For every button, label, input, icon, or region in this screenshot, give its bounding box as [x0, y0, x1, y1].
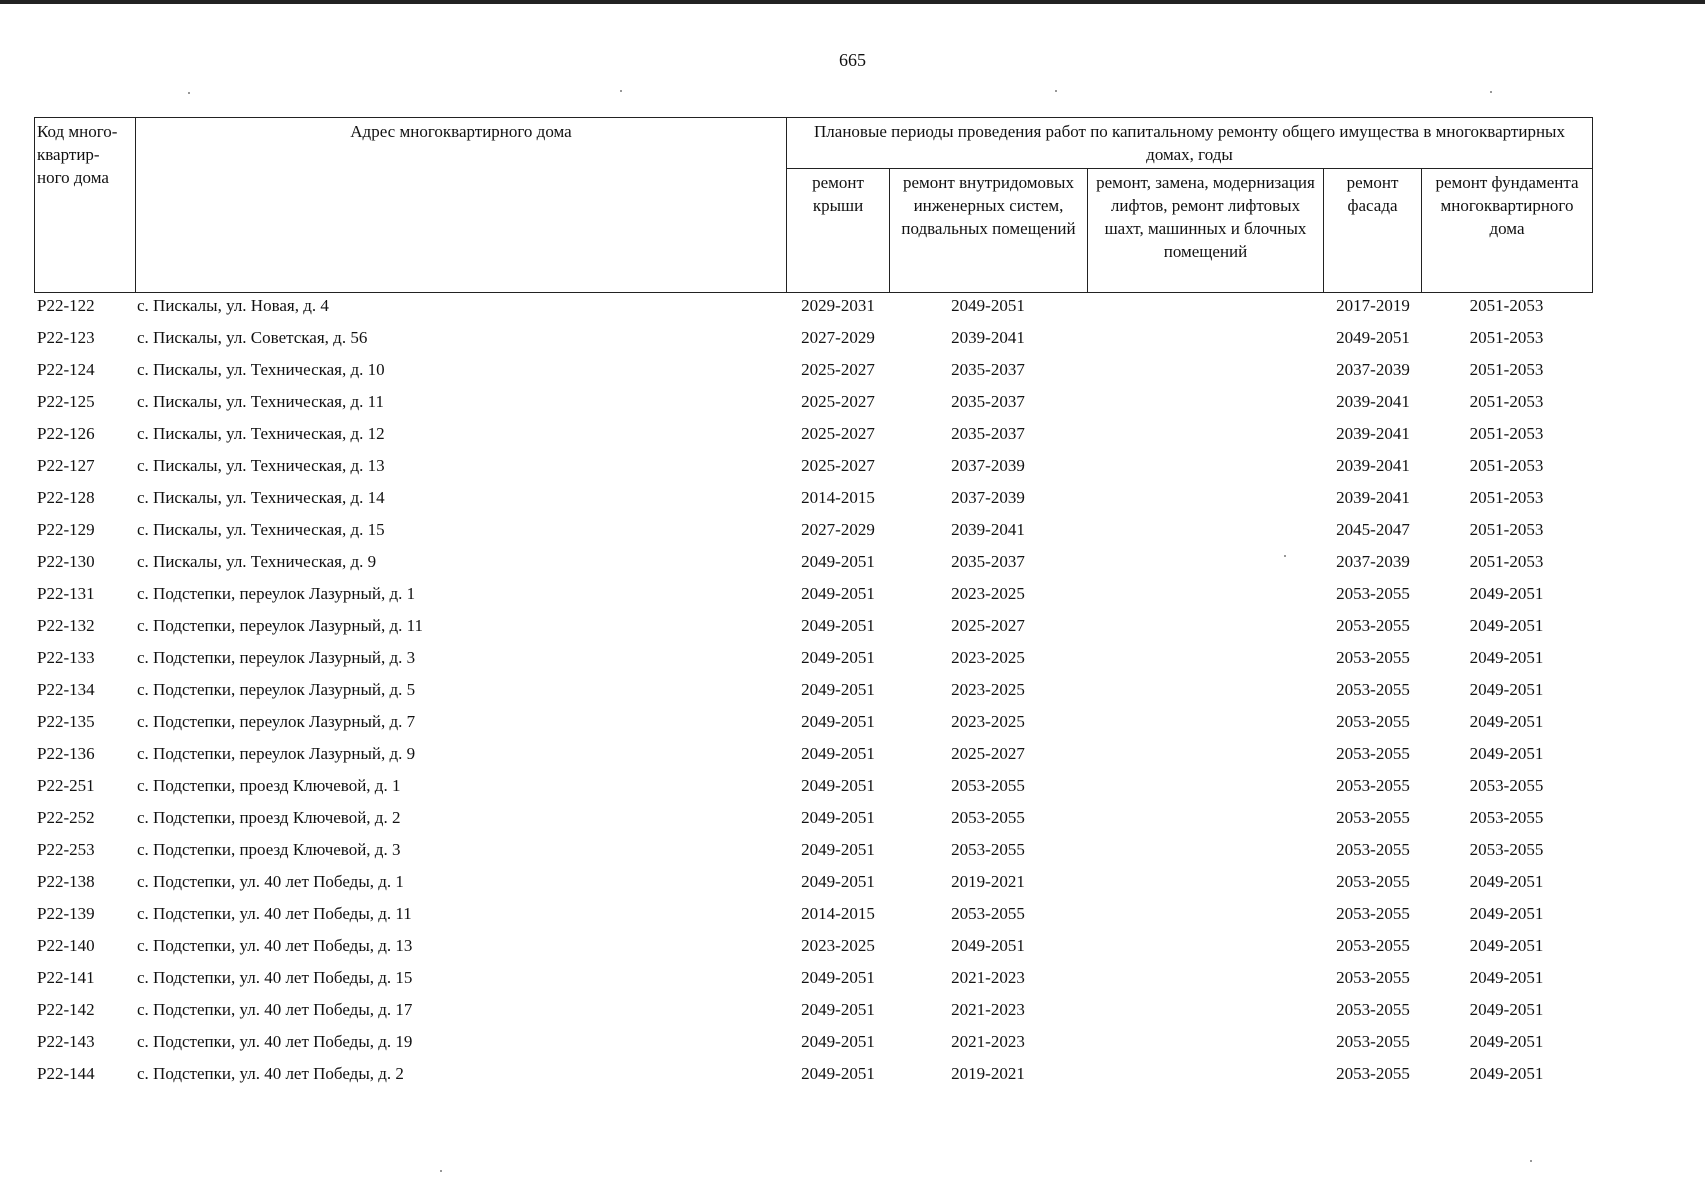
table-row	[34, 834, 1597, 866]
scan-speck	[1055, 90, 1057, 92]
header-engineering: ремонт внутридомовых инженерных систем, подвальных помещений	[890, 169, 1088, 293]
table-row	[34, 802, 1597, 834]
header-code: Код много-квартир-ного дома	[35, 118, 136, 293]
table-row	[34, 354, 1597, 386]
cell-foundation: 2051-2053	[1469, 360, 1544, 379]
table-header	[34, 117, 1593, 293]
header-foundation: ремонт фундамента многоквартирного дома	[1422, 169, 1593, 293]
header-facade: ремонт фасада	[1324, 169, 1422, 293]
cell-facade: 2039-2041	[1336, 392, 1410, 411]
cell-code: P22-131	[37, 584, 95, 603]
table-row	[34, 386, 1597, 418]
cell-engineering: 2023-2025	[951, 648, 1025, 667]
cell-facade: 2053-2055	[1336, 776, 1410, 795]
cell-engineering: 2037-2039	[951, 456, 1025, 475]
cell-facade: 2053-2055	[1336, 840, 1410, 859]
cell-engineering: 2049-2051	[951, 936, 1025, 955]
cell-code: P22-129	[37, 520, 95, 539]
cell-roof: 2049-2051	[801, 648, 875, 667]
cell-code: P22-253	[37, 840, 95, 859]
cell-engineering: 2019-2021	[951, 1064, 1025, 1083]
cell-address: с. Пискалы, ул. Техническая, д. 9	[137, 552, 377, 571]
cell-facade: 2053-2055	[1336, 712, 1410, 731]
cell-engineering: 2053-2055	[951, 776, 1025, 795]
cell-engineering: 2023-2025	[951, 680, 1025, 699]
cell-address: с. Подстепки, ул. 40 лет Победы, д. 19	[137, 1032, 413, 1051]
cell-code: P22-252	[37, 808, 95, 827]
table-row	[34, 482, 1597, 514]
cell-facade: 2053-2055	[1336, 872, 1410, 891]
cell-address: с. Подстепки, ул. 40 лет Победы, д. 15	[137, 968, 413, 987]
table-row	[34, 418, 1597, 450]
page-number: 665	[839, 50, 866, 70]
cell-engineering: 2025-2027	[951, 616, 1025, 635]
page-top-border	[0, 0, 1705, 4]
cell-code: P22-136	[37, 744, 95, 763]
header-roof: ремонт крыши	[787, 169, 890, 293]
cell-facade: 2053-2055	[1336, 648, 1410, 667]
cell-code: P22-138	[37, 872, 95, 891]
cell-address: с. Пискалы, ул. Техническая, д. 15	[137, 520, 385, 539]
cell-code: P22-144	[37, 1064, 95, 1083]
header-address: Адрес многоквартирного дома	[136, 118, 787, 293]
cell-roof: 2049-2051	[801, 872, 875, 891]
cell-address: с. Подстепки, проезд Ключевой, д. 1	[137, 776, 401, 795]
cell-roof: 2049-2051	[801, 1032, 875, 1051]
cell-roof: 2049-2051	[801, 808, 875, 827]
cell-address: с. Пискалы, ул. Техническая, д. 13	[137, 456, 385, 475]
table-row	[34, 322, 1597, 354]
cell-facade: 2053-2055	[1336, 616, 1410, 635]
cell-foundation: 2049-2051	[1469, 1064, 1544, 1083]
cell-roof: 2049-2051	[801, 552, 875, 571]
cell-roof: 2049-2051	[801, 1064, 875, 1083]
cell-code: P22-130	[37, 552, 95, 571]
cell-foundation: 2051-2053	[1469, 552, 1544, 571]
scan-speck	[440, 1170, 442, 1172]
cell-engineering: 2019-2021	[951, 872, 1025, 891]
scan-speck	[1284, 555, 1286, 557]
cell-code: P22-140	[37, 936, 95, 955]
cell-engineering: 2035-2037	[951, 360, 1025, 379]
cell-code: P22-122	[37, 296, 95, 315]
table-row	[34, 578, 1597, 610]
cell-roof: 2025-2027	[801, 392, 875, 411]
cell-address: с. Подстепки, ул. 40 лет Победы, д. 17	[137, 1000, 413, 1019]
cell-roof: 2023-2025	[801, 936, 875, 955]
cell-foundation: 2049-2051	[1469, 616, 1544, 635]
cell-code: P22-142	[37, 1000, 95, 1019]
cell-engineering: 2035-2037	[951, 424, 1025, 443]
cell-foundation: 2051-2053	[1469, 296, 1544, 315]
cell-facade: 2049-2051	[1336, 328, 1410, 347]
cell-foundation: 2049-2051	[1469, 680, 1544, 699]
cell-code: P22-135	[37, 712, 95, 731]
cell-foundation: 2053-2055	[1469, 776, 1544, 795]
header-periods: Плановые периоды проведения работ по капитальному ремонту общего имущества в многоквартирных домах, годы	[787, 118, 1593, 169]
cell-address: с. Пискалы, ул. Новая, д. 4	[137, 296, 329, 315]
cell-code: P22-139	[37, 904, 95, 923]
table-row	[34, 738, 1597, 770]
scan-speck	[1490, 91, 1492, 93]
cell-foundation: 2051-2053	[1469, 424, 1544, 443]
cell-engineering: 2039-2041	[951, 328, 1025, 347]
scan-speck	[188, 92, 190, 94]
table-row	[34, 930, 1597, 962]
cell-engineering: 2021-2023	[951, 1032, 1025, 1051]
table-row	[34, 994, 1597, 1026]
cell-facade: 2053-2055	[1336, 1032, 1410, 1051]
cell-code: P22-127	[37, 456, 95, 475]
cell-engineering: 2023-2025	[951, 584, 1025, 603]
cell-facade: 2053-2055	[1336, 936, 1410, 955]
table-row	[34, 770, 1597, 802]
table-row	[34, 866, 1597, 898]
cell-engineering: 2053-2055	[951, 904, 1025, 923]
cell-address: с. Подстепки, переулок Лазурный, д. 11	[137, 616, 424, 635]
cell-engineering: 2035-2037	[951, 552, 1025, 571]
table-row	[34, 642, 1597, 674]
cell-roof: 2025-2027	[801, 424, 875, 443]
table-row	[34, 450, 1597, 482]
header-lifts: ремонт, замена, модернизация лифтов, ремонт лифтовых шахт, машинных и блочных помещений	[1088, 169, 1324, 293]
cell-address: с. Подстепки, проезд Ключевой, д. 2	[137, 808, 401, 827]
cell-facade: 2045-2047	[1336, 520, 1410, 539]
cell-roof: 2049-2051	[801, 584, 875, 603]
cell-foundation: 2051-2053	[1469, 520, 1544, 539]
cell-address: с. Подстепки, переулок Лазурный, д. 7	[137, 712, 416, 731]
cell-address: с. Подстепки, переулок Лазурный, д. 1	[137, 584, 416, 603]
cell-roof: 2025-2027	[801, 456, 875, 475]
cell-roof: 2014-2015	[801, 488, 875, 507]
cell-foundation: 2049-2051	[1469, 648, 1544, 667]
cell-address: с. Пискалы, ул. Техническая, д. 12	[137, 424, 385, 443]
cell-roof: 2029-2031	[801, 296, 875, 315]
cell-roof: 2049-2051	[801, 968, 875, 987]
table-row	[34, 546, 1597, 578]
cell-facade: 2039-2041	[1336, 456, 1410, 475]
cell-facade: 2053-2055	[1336, 968, 1410, 987]
cell-facade: 2053-2055	[1336, 744, 1410, 763]
cell-code: P22-128	[37, 488, 95, 507]
cell-code: P22-126	[37, 424, 95, 443]
cell-code: P22-141	[37, 968, 95, 987]
table-row	[34, 610, 1597, 642]
table-body	[34, 290, 1597, 1090]
cell-code: P22-132	[37, 616, 95, 635]
cell-address: с. Пискалы, ул. Техническая, д. 11	[137, 392, 385, 411]
cell-foundation: 2049-2051	[1469, 936, 1544, 955]
cell-facade: 2053-2055	[1336, 808, 1410, 827]
cell-address: с. Подстепки, проезд Ключевой, д. 3	[137, 840, 401, 859]
cell-roof: 2049-2051	[801, 680, 875, 699]
cell-code: P22-133	[37, 648, 95, 667]
cell-foundation: 2049-2051	[1469, 968, 1544, 987]
cell-code: P22-124	[37, 360, 95, 379]
table-row	[34, 898, 1597, 930]
cell-code: P22-251	[37, 776, 95, 795]
cell-roof: 2049-2051	[801, 776, 875, 795]
cell-roof: 2014-2015	[801, 904, 875, 923]
cell-address: с. Подстепки, переулок Лазурный, д. 3	[137, 648, 416, 667]
cell-facade: 2053-2055	[1336, 584, 1410, 603]
cell-foundation: 2051-2053	[1469, 488, 1544, 507]
cell-code: P22-143	[37, 1032, 95, 1051]
cell-engineering: 2053-2055	[951, 840, 1025, 859]
cell-foundation: 2053-2055	[1469, 840, 1544, 859]
cell-foundation: 2051-2053	[1469, 328, 1544, 347]
cell-address: с. Подстепки, ул. 40 лет Победы, д. 2	[137, 1064, 404, 1083]
cell-facade: 2037-2039	[1336, 360, 1410, 379]
cell-engineering: 2021-2023	[951, 1000, 1025, 1019]
cell-roof: 2049-2051	[801, 744, 875, 763]
cell-foundation: 2049-2051	[1469, 712, 1544, 731]
cell-engineering: 2035-2037	[951, 392, 1025, 411]
table-row	[34, 290, 1597, 322]
cell-roof: 2027-2029	[801, 328, 875, 347]
cell-engineering: 2049-2051	[951, 296, 1025, 315]
cell-address: с. Пискалы, ул. Советская, д. 56	[137, 328, 368, 347]
cell-facade: 2053-2055	[1336, 904, 1410, 923]
cell-roof: 2049-2051	[801, 616, 875, 635]
table-row	[34, 1026, 1597, 1058]
cell-engineering: 2025-2027	[951, 744, 1025, 763]
cell-address: с. Подстепки, переулок Лазурный, д. 5	[137, 680, 416, 699]
cell-facade: 2053-2055	[1336, 1064, 1410, 1083]
cell-foundation: 2049-2051	[1469, 744, 1544, 763]
cell-facade: 2039-2041	[1336, 424, 1410, 443]
cell-address: с. Пискалы, ул. Техническая, д. 14	[137, 488, 385, 507]
cell-address: с. Подстепки, ул. 40 лет Победы, д. 1	[137, 872, 404, 891]
scan-speck	[1530, 1160, 1532, 1162]
cell-foundation: 2051-2053	[1469, 392, 1544, 411]
cell-facade: 2053-2055	[1336, 680, 1410, 699]
cell-roof: 2049-2051	[801, 840, 875, 859]
cell-foundation: 2049-2051	[1469, 1032, 1544, 1051]
cell-foundation: 2053-2055	[1469, 808, 1544, 827]
cell-roof: 2027-2029	[801, 520, 875, 539]
cell-facade: 2053-2055	[1336, 1000, 1410, 1019]
cell-engineering: 2039-2041	[951, 520, 1025, 539]
table-row	[34, 674, 1597, 706]
cell-roof: 2049-2051	[801, 712, 875, 731]
cell-address: с. Подстепки, переулок Лазурный, д. 9	[137, 744, 416, 763]
table-row	[34, 962, 1597, 994]
cell-foundation: 2049-2051	[1469, 1000, 1544, 1019]
cell-address: с. Подстепки, ул. 40 лет Победы, д. 11	[137, 904, 412, 923]
cell-engineering: 2021-2023	[951, 968, 1025, 987]
cell-facade: 2039-2041	[1336, 488, 1410, 507]
scan-speck	[620, 90, 622, 92]
cell-code: P22-125	[37, 392, 95, 411]
cell-address: с. Подстепки, ул. 40 лет Победы, д. 13	[137, 936, 413, 955]
cell-foundation: 2049-2051	[1469, 584, 1544, 603]
cell-foundation: 2049-2051	[1469, 872, 1544, 891]
cell-foundation: 2049-2051	[1469, 904, 1544, 923]
cell-address: с. Пискалы, ул. Техническая, д. 10	[137, 360, 385, 379]
table-row	[34, 706, 1597, 738]
cell-engineering: 2023-2025	[951, 712, 1025, 731]
table-row	[34, 514, 1597, 546]
cell-engineering: 2037-2039	[951, 488, 1025, 507]
cell-roof: 2049-2051	[801, 1000, 875, 1019]
cell-code: P22-123	[37, 328, 95, 347]
cell-facade: 2037-2039	[1336, 552, 1410, 571]
table-row	[34, 1058, 1597, 1090]
cell-facade: 2017-2019	[1336, 296, 1410, 315]
cell-engineering: 2053-2055	[951, 808, 1025, 827]
cell-foundation: 2051-2053	[1469, 456, 1544, 475]
cell-code: P22-134	[37, 680, 95, 699]
cell-roof: 2025-2027	[801, 360, 875, 379]
